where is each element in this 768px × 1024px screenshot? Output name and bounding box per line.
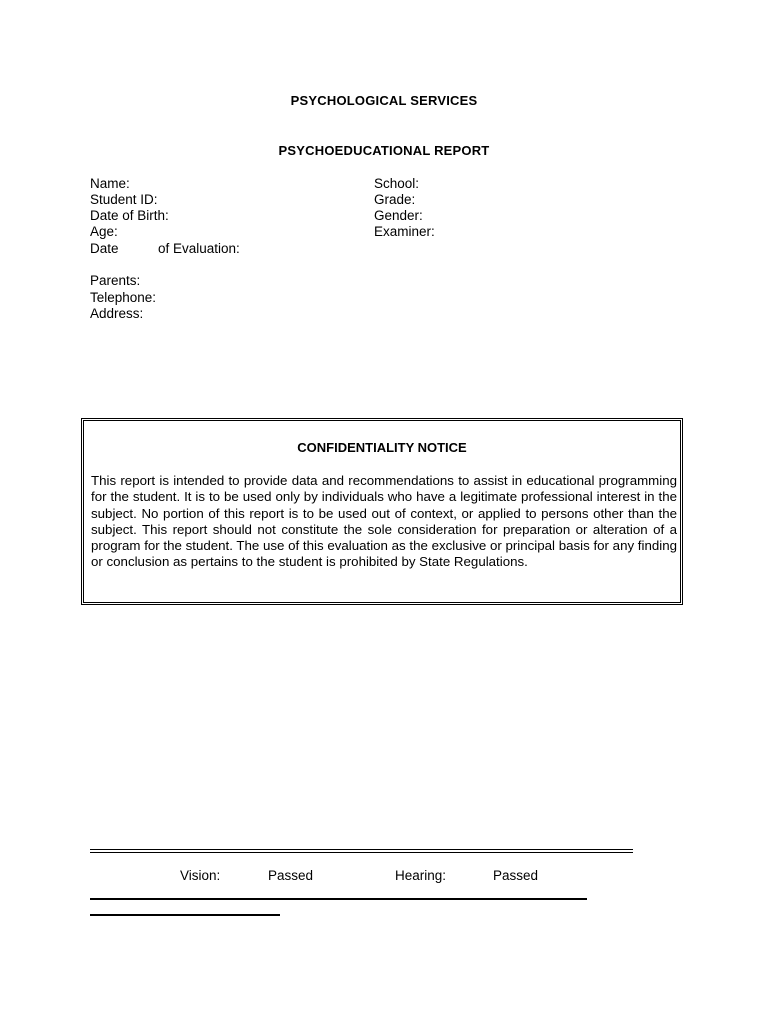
hearing-label: Hearing: xyxy=(395,868,447,883)
of-evaluation-label: of Evaluation: xyxy=(158,241,240,256)
grade-label: Grade: xyxy=(374,192,416,207)
gender-label: Gender: xyxy=(374,208,423,223)
student-id-label: Student ID: xyxy=(90,192,158,207)
name-label: Name: xyxy=(90,176,130,191)
parents-label: Parents: xyxy=(90,273,141,288)
date-label: Date xyxy=(90,241,119,256)
age-label: Age: xyxy=(90,224,118,239)
hearing-result: Passed xyxy=(493,868,539,883)
date-of-birth-label: Date of Birth: xyxy=(90,208,169,223)
school-label: School: xyxy=(374,176,420,191)
confidentiality-notice-title: CONFIDENTIALITY NOTICE xyxy=(297,440,467,455)
confidentiality-notice-box xyxy=(83,420,681,603)
vision-label: Vision: xyxy=(180,868,221,883)
address-label: Address: xyxy=(90,306,144,321)
vision-result: Passed xyxy=(268,868,314,883)
examiner-label: Examiner: xyxy=(374,224,435,239)
screening-bottom-rule xyxy=(90,898,587,900)
report-title: PSYCHOEDUCATIONAL REPORT xyxy=(278,143,490,158)
screening-top-rule-double xyxy=(90,852,633,853)
telephone-label: Telephone: xyxy=(90,290,157,305)
screening-top-rule xyxy=(90,849,633,850)
screening-short-rule xyxy=(90,914,280,916)
department-heading: PSYCHOLOGICAL SERVICES xyxy=(290,93,478,108)
confidentiality-notice-body: This report is intended to provide data and recommendations to assist in educational programming for the student. It is to be used only by individuals who have a legitimate professional interest in the subject. No portion of this report is to be used out of context, or applied to persons other than the subject. This report should not constitute the sole consideration for preparation or alteration of a program for the student. The use of this evaluation as the exclusive or principal basis for any finding or conclusion as pertains to the student is prohibited by State Regulations. xyxy=(91,473,677,570)
